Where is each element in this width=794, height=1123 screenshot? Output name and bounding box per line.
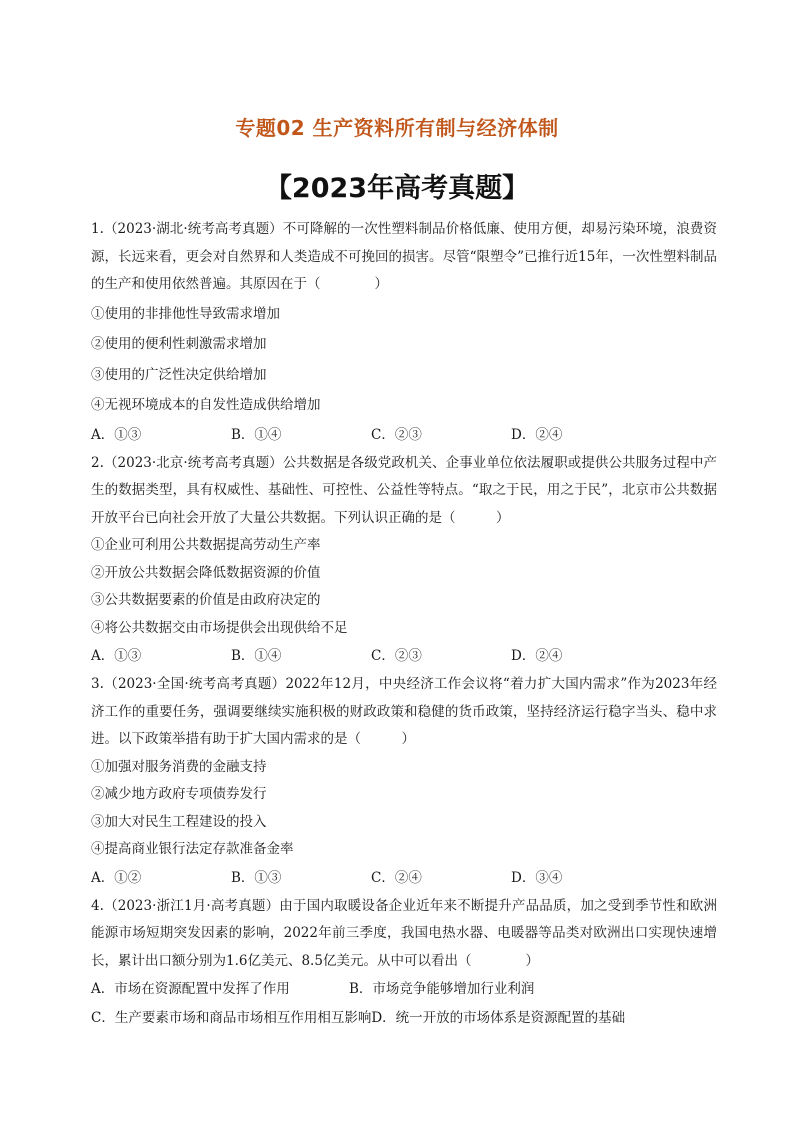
- question-1: [91, 216, 717, 450]
- statement: ④提高商业银行法定存款准备金率: [91, 841, 294, 857]
- question-stem: 2.（2023·北京·统考高考真题）公共数据是各级党政机关、企事业单位依法履职或提供公共服务过程中产生的数据类型，具有权威性、基础性、可控性、公益性等特点。“取之于民，用之于民”，北京市公共数据开放平台已向社会开放了大量公共数据。下列认识正确的是（ ）: [91, 454, 717, 526]
- question-stem: 4.（2023·浙江1月·高考真题）由于国内取暖设备企业近年来不断提升产品品质，加之受到季节性和欧洲能源市场短期突发因素的影响，2022年前三季度，我国电热水器、电暖器等品类对欧洲出口实现快速增长，累计出口额分别为1.6亿美元、8.5亿美元。从中可以看出（ ）: [91, 897, 717, 969]
- option-a: A．①③: [91, 426, 142, 443]
- statement: ④将公共数据交由市场提供会出现供给不足: [91, 619, 348, 636]
- statement: ①使用的非排他性导致需求增加: [91, 305, 280, 322]
- option-c: C．生产要素市场和商品市场相互作用相互影响: [91, 1010, 372, 1026]
- statement: ②减少地方政府专项债券发行: [91, 786, 267, 802]
- question-2: [91, 450, 717, 672]
- option-d: D．②④: [511, 648, 563, 664]
- option-b: B．①④: [231, 648, 282, 664]
- section-heading: 【2023年高考真题】: [264, 173, 530, 204]
- statement: ①加强对服务消费的金融支持: [91, 758, 267, 775]
- option-d: D．③④: [511, 869, 563, 886]
- option-b: B．市场竞争能够增加行业利润: [349, 981, 535, 997]
- option-b: B．①④: [231, 426, 282, 443]
- document-title: 专题02 生产资料所有制与经济体制: [235, 116, 559, 140]
- answer-options: [91, 975, 717, 1033]
- answer-options: [91, 864, 717, 893]
- option-c: C．②④: [371, 869, 422, 886]
- option-a: A．①③: [91, 648, 142, 664]
- statement: ③公共数据要素的价值是由政府决定的: [91, 592, 321, 608]
- option-d: D．统一开放的市场体系是资源配置的基础: [371, 1010, 626, 1026]
- statement: ④无视环境成本的自发性造成供给增加: [91, 397, 321, 413]
- question-stem: 3.（2023·全国·统考高考真题）2022年12月，中央经济工作会议将“着力扩大国内需求”作为2023年经济工作的重要任务，强调要继续实施积极的财政政策和稳健的货币政策，坚持经济运行稳字当头、稳中求进。以下政策举措有助于扩大国内需求的是（ ）: [91, 676, 717, 747]
- answer-options: [91, 421, 717, 450]
- questions-container: [91, 216, 717, 1033]
- option-d: D．②④: [511, 426, 563, 443]
- statement: ③加大对民生工程建设的投入: [91, 813, 267, 830]
- option-c: C．②③: [371, 648, 422, 664]
- option-a: A．市场在资源配置中发挥了作用: [91, 981, 290, 997]
- statement: ②使用的便利性刺激需求增加: [91, 336, 267, 352]
- option-c: C．②③: [371, 426, 422, 443]
- question-4: [91, 893, 717, 1034]
- statement: ①企业可利用公共数据提高劳动生产率: [91, 537, 321, 553]
- statement: ③使用的广泛性决定供给增加: [91, 366, 267, 383]
- statement: ②开放公共数据会降低数据资源的价值: [91, 564, 321, 581]
- option-b: B．①③: [231, 869, 282, 886]
- answer-options: [91, 642, 717, 671]
- question-3: [91, 671, 717, 893]
- option-a: A．①②: [91, 869, 142, 886]
- question-stem: 1.（2023·湖北·统考高考真题）不可降解的一次性塑料制品价格低廉、使用方便，却易污染环境，浪费资源，长远来看，更会对自然界和人类造成不可挽回的损害。尽管“限塑令”已推行近15年，一次性塑料制品的生产和使用依然普遍。其原因在于（ ）: [91, 221, 717, 292]
